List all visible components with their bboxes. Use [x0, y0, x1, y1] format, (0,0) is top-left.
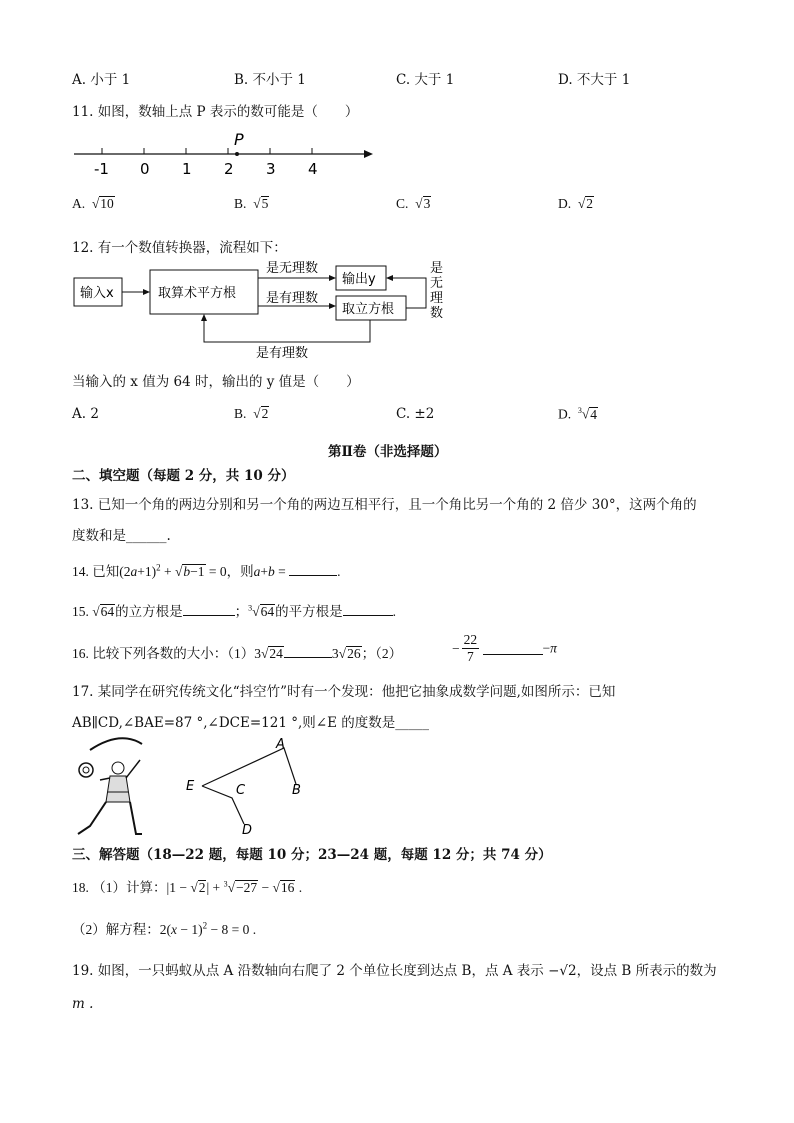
q11-number-line [70, 128, 380, 180]
q12-question: 当输入的 x 值为 64 时，输出的 y 值是（ ） [72, 374, 360, 390]
q14-line: 14. 已知$(2a+1)^2 + √b-1 = 0$，则a+b = . [72, 562, 341, 579]
q17-line1: 17. 某同学在研究传统文化“抖空竹”时有一个发现：他把它抽象成数学问题,如图所示：已知 [72, 684, 616, 700]
point-label: C [236, 783, 246, 798]
tick-label: -1 [94, 160, 109, 178]
q11-option-a: A. √10 [72, 196, 114, 211]
q12-option-b: B. √2 [234, 406, 269, 421]
tick-label: 1 [182, 160, 192, 178]
point-p-dot [235, 152, 239, 156]
tick-label: 2 [224, 160, 234, 178]
label-side: 是 [430, 261, 444, 276]
q19-line2: m . [72, 996, 94, 1012]
q15-line: 15. √64的立方根是 ；$^3$√64的平方根是 . [72, 603, 396, 619]
flow-box-root: 取算术平方根 [158, 286, 237, 301]
q10-option-c: C. 大于 1 [396, 72, 455, 88]
label-irrational: 是无理数 [266, 261, 319, 276]
q11-ticks [102, 148, 312, 154]
label-side: 数 [430, 306, 444, 321]
q13-line2: 度数和是______. [72, 528, 171, 544]
tick-label: 3 [266, 160, 276, 178]
q11-stem: 11. 如图，数轴上点 P 表示的数可能是（ ） [72, 104, 359, 120]
q11-option-b: B. √5 [234, 196, 269, 211]
q12-flowchart [70, 256, 470, 366]
label-side: 理 [430, 291, 444, 306]
point-label: D [242, 823, 253, 838]
section3-heading: 三、解答题（18—22 题，每题 10 分；23—24 题，每题 12 分；共 74 分） [72, 847, 552, 863]
tick-label: 0 [140, 160, 150, 178]
label-rational-bottom: 是有理数 [256, 346, 309, 361]
point-label: A [276, 737, 285, 752]
q12-stem: 12. 有一个数值转换器，流程如下： [72, 240, 287, 256]
q18-line1: 18. （1）计算：|1 − √2| + $^3$√−27 − √16 . [72, 879, 303, 895]
q11-option-d: D. √2 [558, 196, 594, 211]
point-p-label: P [234, 130, 244, 149]
q19-line1: 19. 如图，一只蚂蚁从点 A 沿数轴向右爬了 2 个单位长度到达点 B，点 A 表示 −√2，设点 B 所表示的数为 [72, 963, 717, 979]
q16-line: 16. 比较下列各数的大小：（1）3√24 3√26；（2） [72, 646, 403, 661]
part2-title: 第Ⅱ卷（非选择题） [328, 444, 448, 460]
q10-option-a: A. 小于 1 [72, 72, 131, 88]
q17-line2: AB∥CD,∠BAE=87 °,∠DCE=121 °,则∠E 的度数是_____ [72, 715, 429, 731]
q12-option-d: D. $^3$√4 [558, 406, 598, 422]
point-label: B [292, 783, 301, 798]
flow-box-output: 输出y [342, 272, 376, 287]
point-label: E [186, 779, 195, 794]
q18-line2: （2）解方程：$2(x - 1)^2 - 8 = 0$ . [72, 920, 257, 937]
tick-label: 4 [308, 160, 318, 178]
q13-line1: 13. 已知一个角的两边分别和另一个角的两边互相平行，且一个角比另一个角的 2 倍少 30°，这两个角的 [72, 497, 697, 513]
flow-box-input: 输入x [80, 286, 114, 301]
diabolo-player-illustration [70, 730, 170, 840]
section2-heading: 二、填空题（每题 2 分，共 10 分） [72, 468, 295, 484]
label-rational: 是有理数 [266, 291, 319, 306]
q17-geometry-figure [180, 734, 310, 838]
q12-option-c: C. ±2 [396, 406, 435, 422]
q10-option-b: B. 不小于 1 [234, 72, 306, 88]
q12-option-a: A. 2 [72, 406, 99, 422]
q11-option-c: C. √3 [396, 196, 431, 211]
q10-option-d: D. 不大于 1 [558, 72, 631, 88]
q16-fraction: − $\frac{22}{7}$ −π [452, 632, 557, 664]
label-side: 无 [430, 276, 444, 291]
flow-box-cube: 取立方根 [342, 302, 395, 317]
